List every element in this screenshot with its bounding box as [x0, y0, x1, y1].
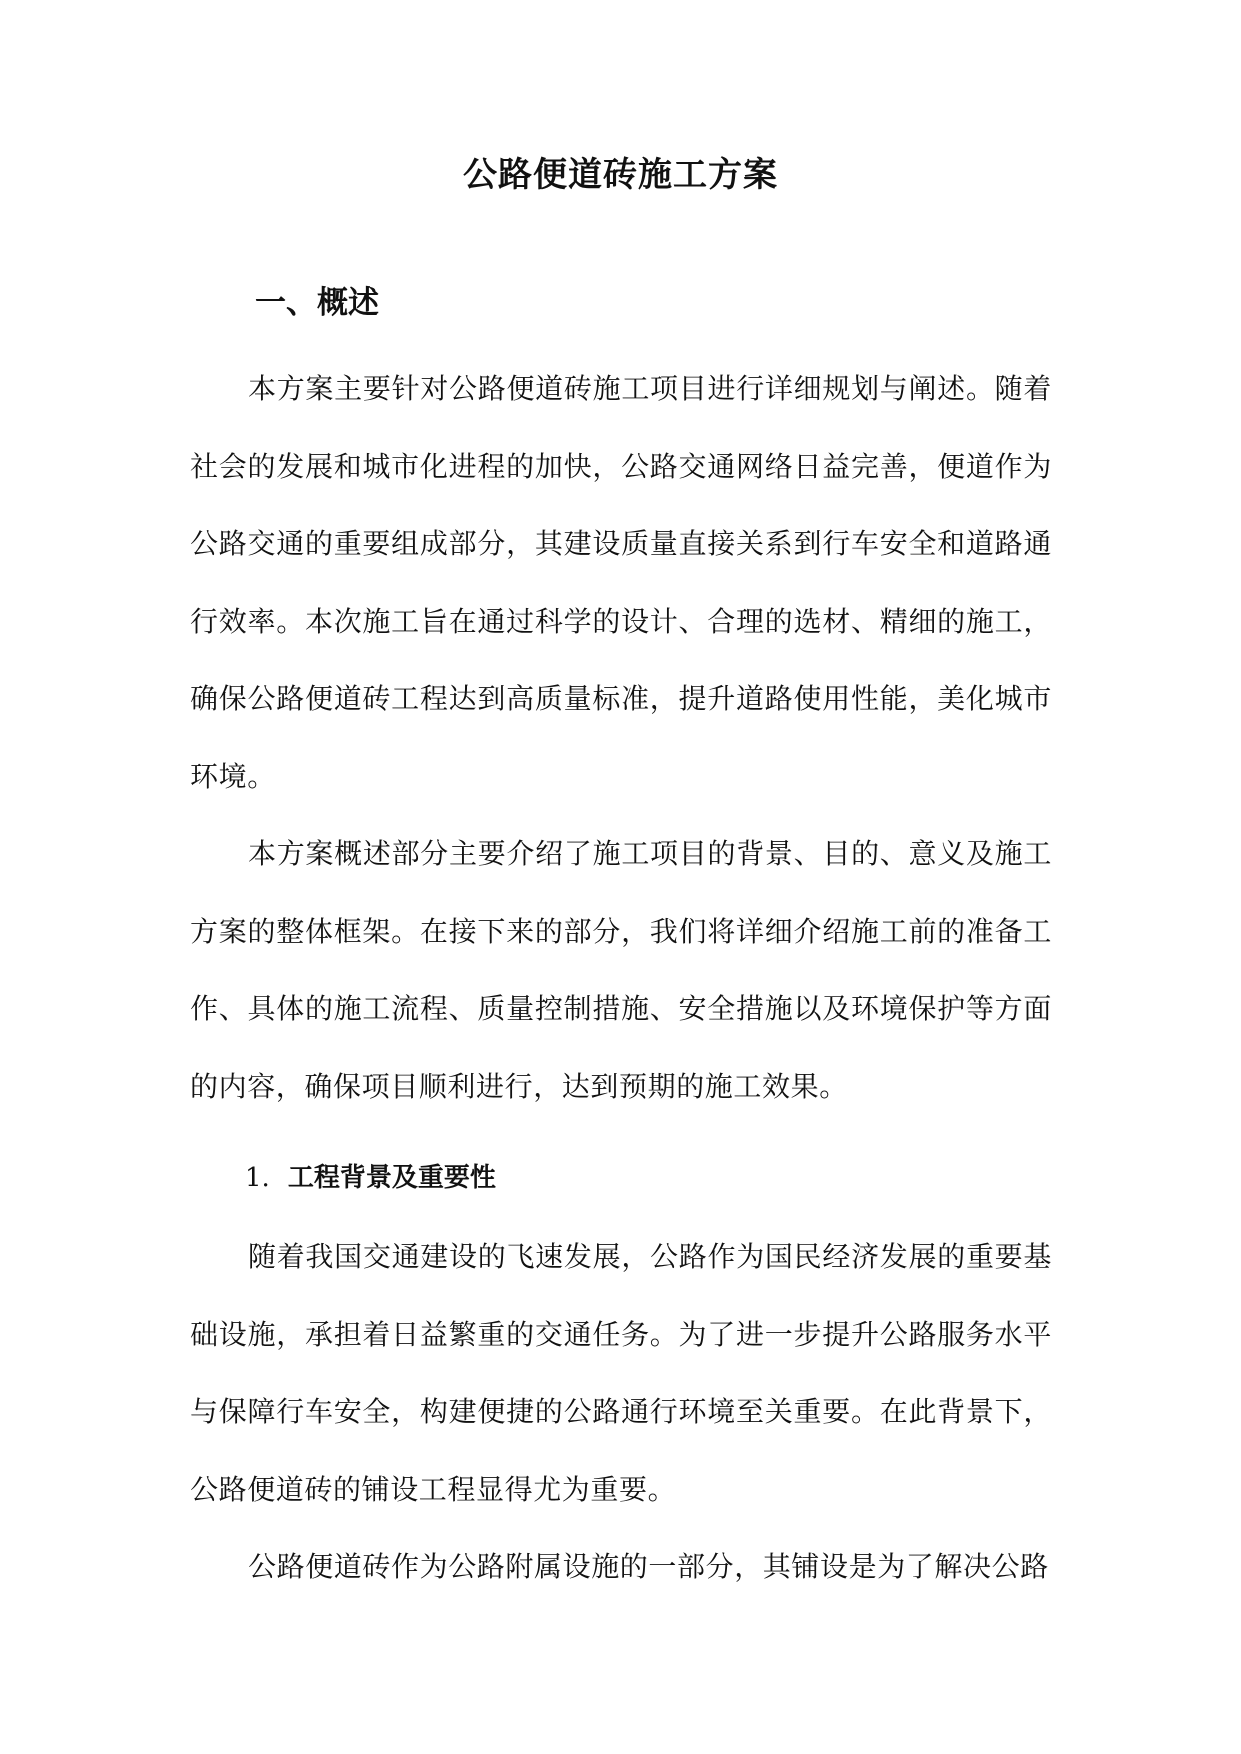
- overview-paragraph-2: 本方案概述部分主要介绍了施工项目的背景、目的、意义及施工方案的整体框架。在接下来的部分，我们将详细介绍施工前的准备工作、具体的施工流程、质量控制措施、安全措施以及环境保护等方面的内容，确保项目顺利进行，达到预期的施工效果。: [190, 837, 1052, 1103]
- section-heading-overview: 一、概述: [255, 285, 379, 321]
- subsection-number: 1.: [245, 1163, 270, 1193]
- subsection-title: 工程背景及重要性: [287, 1163, 496, 1193]
- overview-paragraph-1: 本方案主要针对公路便道砖施工项目进行详细规划与阐述。随着社会的发展和城市化进程的加快，公路交通网络日益完善，便道作为公路交通的重要组成部分，其建设质量直接关系到行车安全和道路通行效率。本次施工旨在通过科学的设计、合理的选材、精细的施工，确保公路便道砖工程达到高质量标准，提升道路使用性能，美化城市环境。: [190, 372, 1052, 793]
- background-paragraph-1: 随着我国交通建设的飞速发展，公路作为国民经济发展的重要基础设施，承担着日益繁重的交通任务。为了进一步提升公路服务水平与保障行车安全，构建便捷的公路通行环境至关重要。在此背景下，公路便道砖的铺设工程显得尤为重要。: [190, 1240, 1052, 1506]
- subsection-heading-background: [245, 1158, 496, 1198]
- document-title: 公路便道砖施工方案: [463, 155, 778, 195]
- background-paragraph-2: 公路便道砖作为公路附属设施的一部分，其铺设是为了解决公路: [248, 1550, 1049, 1583]
